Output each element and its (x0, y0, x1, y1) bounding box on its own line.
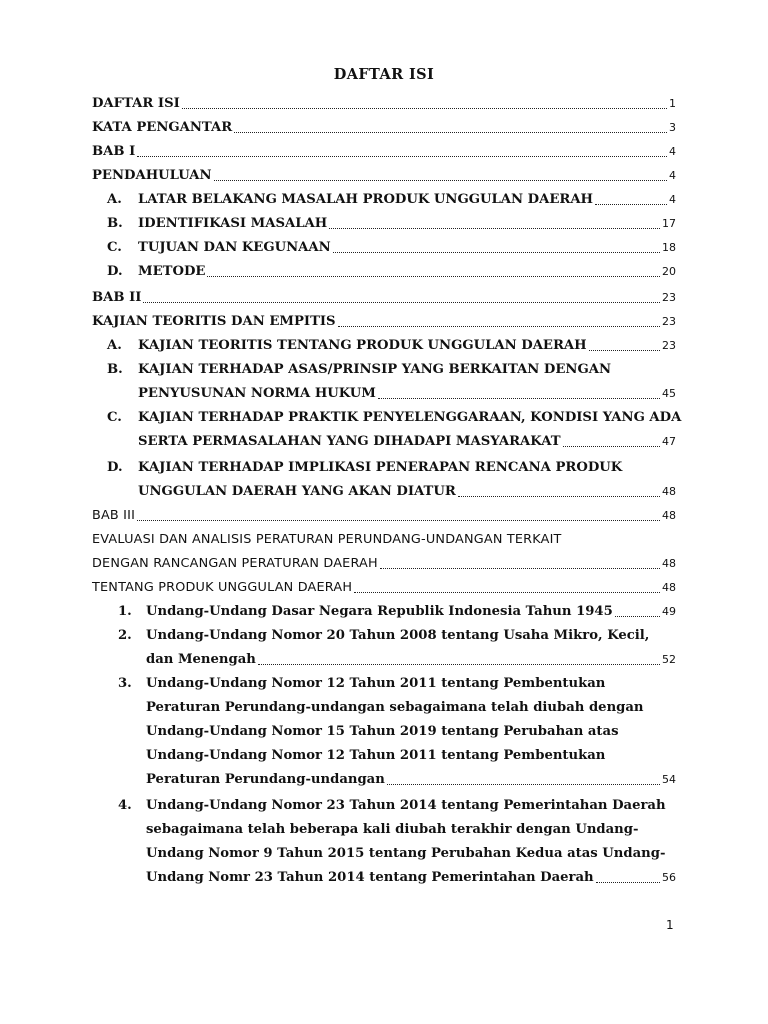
dot-leader (378, 390, 660, 399)
toc-entry[interactable] (92, 288, 676, 308)
dot-leader (333, 244, 660, 253)
toc-entry-page-number: 49 (662, 605, 676, 618)
dot-leader (143, 294, 660, 303)
toc-entry-title: SERTA PERMASALAHAN YANG DIHADAPI MASYARAKAT (138, 434, 561, 449)
toc-item-text-line: Undang-Undang Nomor 15 Tahun 2019 tentang Perubahan atas (146, 724, 619, 739)
toc-entry-title: IDENTIFIKASI MASALAH (138, 216, 328, 231)
toc-entry-page-number: 23 (662, 339, 676, 352)
dot-leader (137, 148, 667, 157)
dot-leader (234, 124, 667, 133)
toc-item-marker: A. (107, 192, 122, 207)
toc-entry[interactable] (138, 384, 676, 404)
toc-entry-page-number: 45 (662, 387, 676, 400)
toc-entry-title: KAJIAN TEORITIS TENTANG PRODUK UNGGULAN DAERAH (138, 338, 587, 353)
toc-item-text-line: KAJIAN TERHADAP ASAS/PRINSIP YANG BERKAITAN DENGAN (138, 362, 612, 377)
toc-item-marker: D. (107, 264, 123, 279)
toc-entry-title: Peraturan Perundang-undangan (146, 772, 385, 787)
dot-leader (596, 874, 660, 883)
toc-entry-page-number: 48 (662, 509, 676, 522)
toc-item-marker: 4. (118, 798, 132, 813)
toc-entry-page-number: 20 (662, 265, 676, 278)
toc-entry[interactable] (92, 118, 676, 138)
toc-entry[interactable] (146, 868, 676, 888)
toc-entry-page-number: 3 (669, 121, 676, 134)
toc-entry-title: BAB III (92, 508, 136, 523)
toc-entry[interactable] (138, 482, 676, 502)
toc-item-marker: B. (107, 216, 123, 231)
toc-entry[interactable] (92, 142, 676, 162)
toc-entry-title: DENGAN RANCANGAN PERATURAN DAERAH (92, 556, 378, 571)
toc-entry-page-number: 48 (662, 557, 676, 570)
toc-item-marker: 3. (118, 676, 132, 691)
toc-item-text-line: Undang-Undang Nomor 12 Tahun 2011 tentang Pembentukan (146, 748, 606, 763)
dot-leader (387, 776, 660, 785)
toc-entry-page-number: 23 (662, 315, 676, 328)
toc-entry-page-number: 23 (662, 291, 676, 304)
dot-leader (182, 100, 667, 109)
toc-entry-title: METODE (138, 264, 206, 279)
toc-entry[interactable] (92, 312, 676, 332)
toc-item-text-line: Undang-Undang Nomor 20 Tahun 2008 tentang Usaha Mikro, Kecil, (146, 628, 650, 643)
toc-entry[interactable] (92, 166, 676, 186)
footer-page-number: 1 (666, 918, 674, 932)
toc-entry[interactable] (138, 190, 676, 210)
dot-leader (354, 584, 660, 593)
toc-entry-page-number: 4 (669, 193, 676, 206)
toc-item-marker: B. (107, 362, 123, 377)
dot-leader (137, 512, 660, 521)
toc-entry-title: Undang Nomr 23 Tahun 2014 tentang Pemerintahan Daerah (146, 870, 594, 885)
toc-entry[interactable] (146, 770, 676, 790)
toc-entry-page-number: 47 (662, 435, 676, 448)
dot-leader (380, 560, 660, 569)
toc-item-marker: C. (107, 410, 122, 425)
toc-item-text-line: EVALUASI DAN ANALISIS PERATURAN PERUNDANG-UNDANGAN TERKAIT (92, 532, 562, 547)
toc-entry-title: PENYUSUNAN NORMA HUKUM (138, 386, 376, 401)
toc-entry-title: UNGGULAN DAERAH YANG AKAN DIATUR (138, 484, 456, 499)
toc-item-marker: C. (107, 240, 122, 255)
toc-entry-page-number: 48 (662, 485, 676, 498)
dot-leader (258, 656, 660, 665)
toc-item-marker: D. (107, 460, 123, 475)
toc-entry-page-number: 17 (662, 217, 676, 230)
toc-item-text-line: KAJIAN TERHADAP PRAKTIK PENYELENGGARAAN, KONDISI YANG ADA (138, 410, 682, 425)
toc-entry-title: LATAR BELAKANG MASALAH PRODUK UNGGULAN DAERAH (138, 192, 594, 207)
toc-entry-page-number: 52 (662, 653, 676, 666)
dot-leader (338, 318, 660, 327)
toc-entry-page-number: 48 (662, 581, 676, 594)
toc-item-text-line: Undang-Undang Nomor 23 Tahun 2014 tentang Pemerintahan Daerah (146, 798, 666, 813)
dot-leader (458, 488, 660, 497)
toc-entry-title: PENDAHULUAN (92, 168, 212, 183)
toc-entry[interactable] (146, 650, 676, 670)
dot-leader (595, 196, 667, 205)
toc-entry[interactable] (138, 336, 676, 356)
toc-entry-title: DAFTAR ISI (92, 96, 180, 111)
toc-item-text-line: Undang-Undang Nomor 12 Tahun 2011 tentang Pembentukan (146, 676, 606, 691)
toc-entry-page-number: 4 (669, 145, 676, 158)
toc-entry-page-number: 54 (662, 773, 676, 786)
toc-entry-title: BAB I (92, 144, 136, 159)
dot-leader (207, 268, 660, 277)
toc-item-text-line: KAJIAN TERHADAP IMPLIKASI PENERAPAN RENCANA PRODUK (138, 460, 623, 475)
toc-entry[interactable] (92, 94, 676, 114)
toc-entry-title: Undang-Undang Dasar Negara Republik Indonesia Tahun 1945 (146, 604, 613, 619)
toc-entry[interactable] (92, 506, 676, 526)
toc-item-marker: A. (107, 338, 122, 353)
toc-item-marker: 1. (118, 604, 132, 619)
toc-item-marker: 2. (118, 628, 132, 643)
dot-leader (329, 220, 660, 229)
dot-leader (214, 172, 667, 181)
toc-entry-title: TUJUAN DAN KEGUNAAN (138, 240, 331, 255)
toc-entry[interactable] (146, 602, 676, 622)
toc-entry-title: BAB II (92, 290, 142, 305)
toc-entry-title: KAJIAN TEORITIS DAN EMPITIS (92, 314, 336, 329)
toc-item-text-line: sebagaimana telah beberapa kali diubah terakhir dengan Undang- (146, 822, 639, 837)
toc-entry[interactable] (138, 214, 676, 234)
toc-item-text-line: Peraturan Perundang-undangan sebagaimana telah diubah dengan (146, 700, 644, 715)
toc-entry[interactable] (92, 578, 676, 598)
page-title: DAFTAR ISI (333, 66, 435, 83)
toc-entry-title: dan Menengah (146, 652, 256, 667)
dot-leader (563, 438, 660, 447)
toc-entry-title: TENTANG PRODUK UNGGULAN DAERAH (92, 580, 353, 595)
toc-entry-title: KATA PENGANTAR (92, 120, 233, 135)
toc-entry[interactable] (138, 262, 676, 282)
toc-entry-page-number: 18 (662, 241, 676, 254)
toc-entry[interactable] (92, 554, 676, 574)
toc-entry[interactable] (138, 238, 676, 258)
toc-entry-page-number: 1 (669, 97, 676, 110)
toc-entry-page-number: 56 (662, 871, 676, 884)
dot-leader (589, 342, 660, 351)
toc-item-text-line: Undang Nomor 9 Tahun 2015 tentang Perubahan Kedua atas Undang- (146, 846, 666, 861)
toc-entry-page-number: 4 (669, 169, 676, 182)
toc-entry[interactable] (138, 432, 676, 452)
dot-leader (615, 608, 660, 617)
